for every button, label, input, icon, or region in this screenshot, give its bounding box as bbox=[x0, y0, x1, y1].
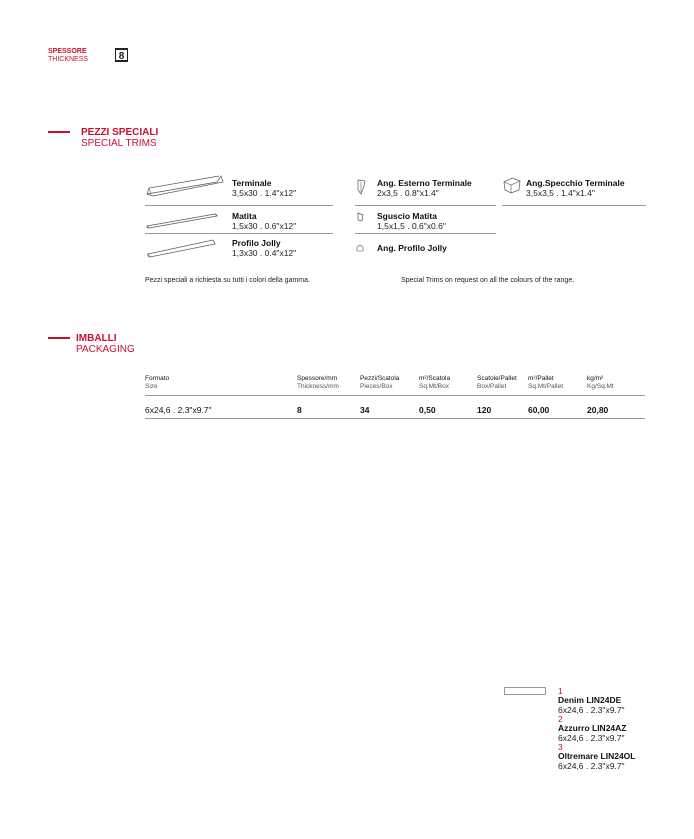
trim-name: Terminale bbox=[232, 178, 272, 188]
header-en: Sq.Mt/Box bbox=[419, 382, 449, 390]
table-header-sqmt-box bbox=[419, 375, 450, 390]
trim-size: 3,5x3,5 . 1.4"x1.4" bbox=[526, 188, 595, 198]
special-trims-title-it: PEZZI SPECIALI bbox=[81, 127, 159, 138]
trim-item-matita bbox=[232, 211, 296, 231]
trim-item-ang-profilo-jolly bbox=[377, 243, 447, 253]
color-size: 6x24,6 . 2.3"x9.7" bbox=[558, 732, 625, 743]
trim-size: 1,5x1,5 . 0.6"x0.6" bbox=[377, 221, 446, 231]
table-cell-pieces-box: 34 bbox=[360, 405, 370, 415]
trim-divider bbox=[355, 205, 496, 206]
ang-esterno-terminale-icon bbox=[355, 178, 369, 196]
special-trims-title bbox=[81, 127, 158, 149]
table-header-box-pallet bbox=[477, 375, 517, 390]
trim-size: 1,5x30 . 0.6"x12" bbox=[232, 221, 297, 231]
header-it: Formato bbox=[145, 375, 170, 382]
header-it: Spessore/mm bbox=[297, 375, 338, 382]
table-header-pieces-box bbox=[360, 375, 399, 390]
trim-item-ang-esterno-terminale bbox=[377, 178, 472, 198]
trim-size: 1,3x30 . 0.4"x12" bbox=[232, 248, 297, 258]
color-size: 6x24,6 . 2.3"x9.7" bbox=[558, 760, 625, 771]
packaging-title-en: PACKAGING bbox=[76, 344, 135, 355]
color-number: 1 bbox=[558, 686, 563, 696]
color-name: Azzurro LIN24AZ bbox=[558, 723, 627, 733]
table-cell-box-pallet: 120 bbox=[477, 405, 492, 415]
ang-profilo-jolly-icon bbox=[355, 243, 365, 253]
table-cell-sqmt-box: 0,50 bbox=[419, 405, 436, 415]
table-row-divider bbox=[145, 418, 645, 419]
special-trims-note-en: Special Trims on request on all the colours of the range. bbox=[401, 277, 575, 284]
thickness-label bbox=[48, 48, 88, 64]
table-header-kg-sqmt bbox=[587, 375, 614, 390]
header-it: m²/Pallet bbox=[528, 375, 554, 382]
header-it: kg/m² bbox=[587, 375, 604, 382]
trim-item-profilo-jolly bbox=[232, 238, 296, 258]
trim-item-sguscio-matita bbox=[377, 211, 446, 231]
trim-name: Ang.Specchio Terminale bbox=[526, 178, 625, 188]
table-header-divider bbox=[145, 395, 645, 396]
packaging-divider bbox=[48, 337, 70, 339]
color-number: 2 bbox=[558, 714, 563, 724]
trim-size: 3,5x30 . 1.4"x12" bbox=[232, 188, 297, 198]
trim-divider bbox=[145, 205, 333, 206]
terminale-trim-icon bbox=[145, 172, 225, 200]
header-en: Kg/Sq.Mt bbox=[587, 382, 614, 390]
trim-name: Ang. Esterno Terminale bbox=[377, 178, 472, 188]
trim-name: Matita bbox=[232, 211, 257, 221]
color-name: Denim LIN24DE bbox=[558, 695, 622, 705]
special-trims-note-it: Pezzi speciali a richiesta su tutti i colori della gamma. bbox=[145, 277, 310, 284]
header-it: m²/Scatola bbox=[419, 375, 451, 382]
table-cell-size: 6x24,6 . 2.3"x9.7" bbox=[145, 405, 212, 415]
color-number: 3 bbox=[558, 742, 563, 752]
header-en: Box/Pallet bbox=[477, 382, 507, 390]
trim-item-ang-specchio-terminale bbox=[526, 178, 625, 198]
trim-item-terminale bbox=[232, 178, 296, 198]
table-cell-kg-sqmt: 20,80 bbox=[587, 405, 609, 415]
ang-specchio-terminale-icon bbox=[502, 176, 522, 194]
table-header-thickness bbox=[297, 375, 339, 390]
packaging-title bbox=[76, 333, 135, 355]
color-size: 6x24,6 . 2.3"x9.7" bbox=[558, 704, 625, 715]
special-trims-title-en: SPECIAL TRIMS bbox=[81, 138, 157, 149]
header-it: Pezzi/Scatola bbox=[360, 375, 400, 382]
header-en: Pieces/Box bbox=[360, 382, 393, 390]
header-en: Size bbox=[145, 382, 158, 390]
table-header-size bbox=[145, 375, 169, 390]
table-header-sqmt-pallet bbox=[528, 375, 563, 390]
trim-name: Sguscio Matita bbox=[377, 211, 437, 221]
trim-divider bbox=[502, 205, 646, 206]
packaging-title-it: IMBALLI bbox=[76, 333, 117, 344]
matita-trim-icon bbox=[145, 208, 220, 230]
color-list bbox=[558, 687, 635, 771]
profilo-jolly-trim-icon bbox=[145, 234, 220, 258]
header-en: Thickness/mm bbox=[297, 382, 339, 390]
trim-size: 2x3,5 . 0.8"x1.4" bbox=[377, 188, 439, 198]
special-trims-divider bbox=[48, 131, 70, 133]
table-cell-sqmt-pallet: 60,00 bbox=[528, 405, 550, 415]
header-en: Sq.Mt/Pallet bbox=[528, 382, 564, 390]
header-it: Scatole/Pallet bbox=[477, 375, 517, 382]
thickness-badge: 8 bbox=[115, 48, 128, 62]
tile-swatch bbox=[504, 687, 546, 695]
trim-divider bbox=[145, 233, 333, 234]
table-cell-thickness: 8 bbox=[297, 405, 302, 415]
thickness-label-it: SPESSORE bbox=[48, 48, 87, 55]
color-name: Oltremare LIN24OL bbox=[558, 751, 636, 761]
trim-name: Profilo Jolly bbox=[232, 238, 281, 248]
sguscio-matita-icon bbox=[355, 211, 367, 223]
trim-name: Ang. Profilo Jolly bbox=[377, 243, 447, 253]
trim-divider bbox=[355, 233, 496, 234]
thickness-label-en: THICKNESS bbox=[48, 56, 89, 63]
